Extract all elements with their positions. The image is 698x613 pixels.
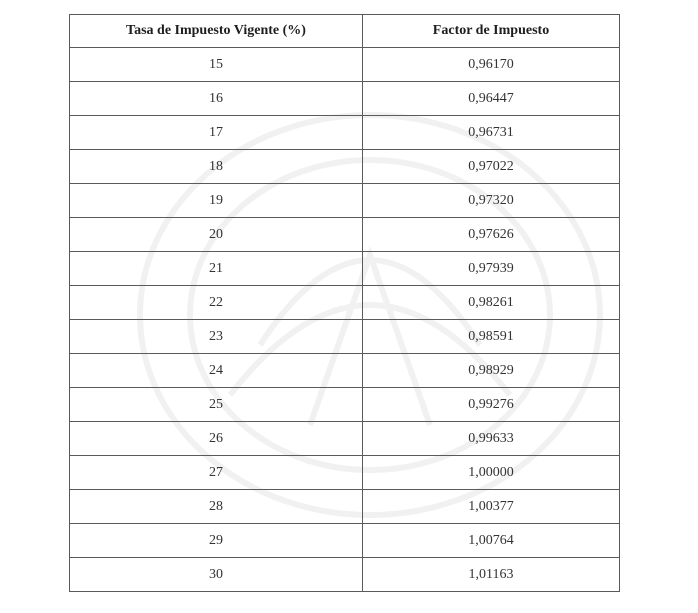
table-row	[70, 82, 620, 116]
tax-factor-cell: 0,96170	[363, 48, 620, 82]
tax-rate-cell: 22	[70, 286, 363, 320]
tax-rate-cell: 27	[70, 456, 363, 490]
table-row	[70, 184, 620, 218]
table-row	[70, 422, 620, 456]
table-row	[70, 218, 620, 252]
tax-factor-cell: 1,00377	[363, 490, 620, 524]
tax-rate-cell: 21	[70, 252, 363, 286]
table-row	[70, 252, 620, 286]
tax-rate-cell: 28	[70, 490, 363, 524]
header-tax-rate: Tasa de Impuesto Vigente (%)	[70, 15, 363, 48]
tax-rate-cell: 20	[70, 218, 363, 252]
table-header-row	[70, 15, 620, 48]
tax-rate-cell: 25	[70, 388, 363, 422]
table-row	[70, 490, 620, 524]
tax-factor-cell: 0,97022	[363, 150, 620, 184]
tax-rate-cell: 17	[70, 116, 363, 150]
tax-factor-cell: 0,98929	[363, 354, 620, 388]
table-row	[70, 524, 620, 558]
tax-rate-cell: 30	[70, 558, 363, 592]
header-tax-factor: Factor de Impuesto	[363, 15, 620, 48]
tax-factor-cell: 0,99276	[363, 388, 620, 422]
table-row	[70, 388, 620, 422]
tax-rate-cell: 16	[70, 82, 363, 116]
table-row	[70, 354, 620, 388]
tax-factor-cell: 0,97320	[363, 184, 620, 218]
tax-factor-cell: 0,98261	[363, 286, 620, 320]
table-row	[70, 456, 620, 490]
tax-rate-cell: 26	[70, 422, 363, 456]
tax-factor-cell: 0,96447	[363, 82, 620, 116]
table-row	[70, 286, 620, 320]
tax-rate-cell: 23	[70, 320, 363, 354]
table-row	[70, 150, 620, 184]
tax-rate-cell: 15	[70, 48, 363, 82]
tax-factor-cell: 0,97939	[363, 252, 620, 286]
tax-factor-cell: 1,00764	[363, 524, 620, 558]
tax-factor-cell: 1,00000	[363, 456, 620, 490]
tax-factor-cell: 0,98591	[363, 320, 620, 354]
tax-rate-cell: 29	[70, 524, 363, 558]
table-row	[70, 48, 620, 82]
tax-factor-table	[69, 14, 620, 592]
tax-factor-cell: 1,01163	[363, 558, 620, 592]
tax-factor-cell: 0,96731	[363, 116, 620, 150]
table-row	[70, 558, 620, 592]
table-row	[70, 116, 620, 150]
tax-rate-cell: 24	[70, 354, 363, 388]
tax-factor-cell: 0,99633	[363, 422, 620, 456]
table-body	[70, 48, 620, 592]
tax-rate-cell: 18	[70, 150, 363, 184]
table-row	[70, 320, 620, 354]
tax-rate-cell: 19	[70, 184, 363, 218]
tax-factor-cell: 0,97626	[363, 218, 620, 252]
